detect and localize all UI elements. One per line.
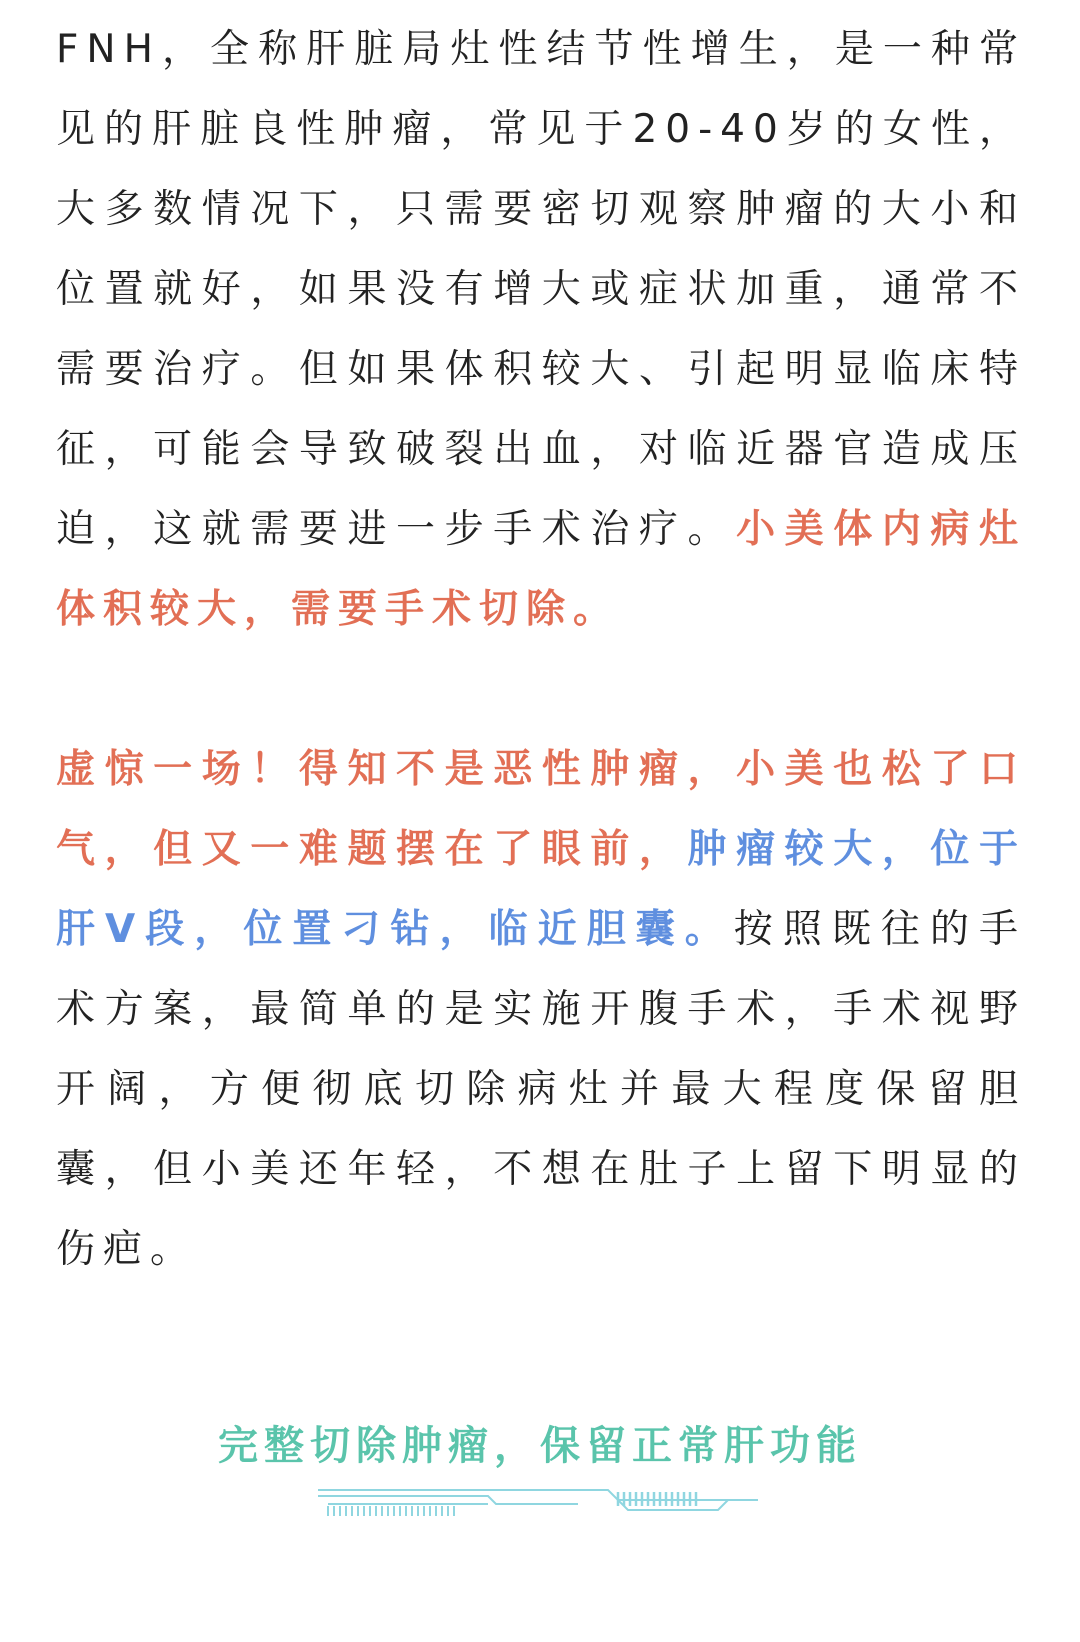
surgery-plan-text: 按照既往的手术方案，最简单的是实施开腹手术，手术视野开阔，方便彻底切除病灶并最大程度保留胆囊，但小美还年轻，不想在肚子上留下明显的伤疤。 xyxy=(56,907,1026,1272)
paragraph-fnh-intro xyxy=(56,10,1026,650)
circuit-divider-decoration xyxy=(318,1486,758,1536)
section-title: 完整切除肿瘤，保留正常肝功能 xyxy=(218,1423,862,1469)
lesion-size-highlight: 小美体内病灶体积较大，需要手术切除。 xyxy=(56,507,1026,632)
tumor-location-highlight: 肿瘤较大，位于肝V段，位置刁钻，临近胆囊。 xyxy=(56,827,1026,952)
relief-highlight: 虚惊一场！得知不是恶性肿瘤，小美也松了口气，但又一难题摆在了眼前， xyxy=(56,747,1026,872)
paragraph-surgery-dilemma xyxy=(56,730,1026,1290)
article-body xyxy=(56,10,1026,1290)
fnh-description-text: FNH，全称肝脏局灶性结节性增生，是一种常见的肝脏良性肿瘤，常见于20-40岁的女性，大多数情况下，只需要密切观察肿瘤的大小和位置就好，如果没有增大或症状加重，通常不需要治疗。但如果体积较大、引起明显临床特征，可能会导致破裂出血，对临近器官造成压迫，这就需要进一步手术治疗。 xyxy=(56,27,1026,552)
